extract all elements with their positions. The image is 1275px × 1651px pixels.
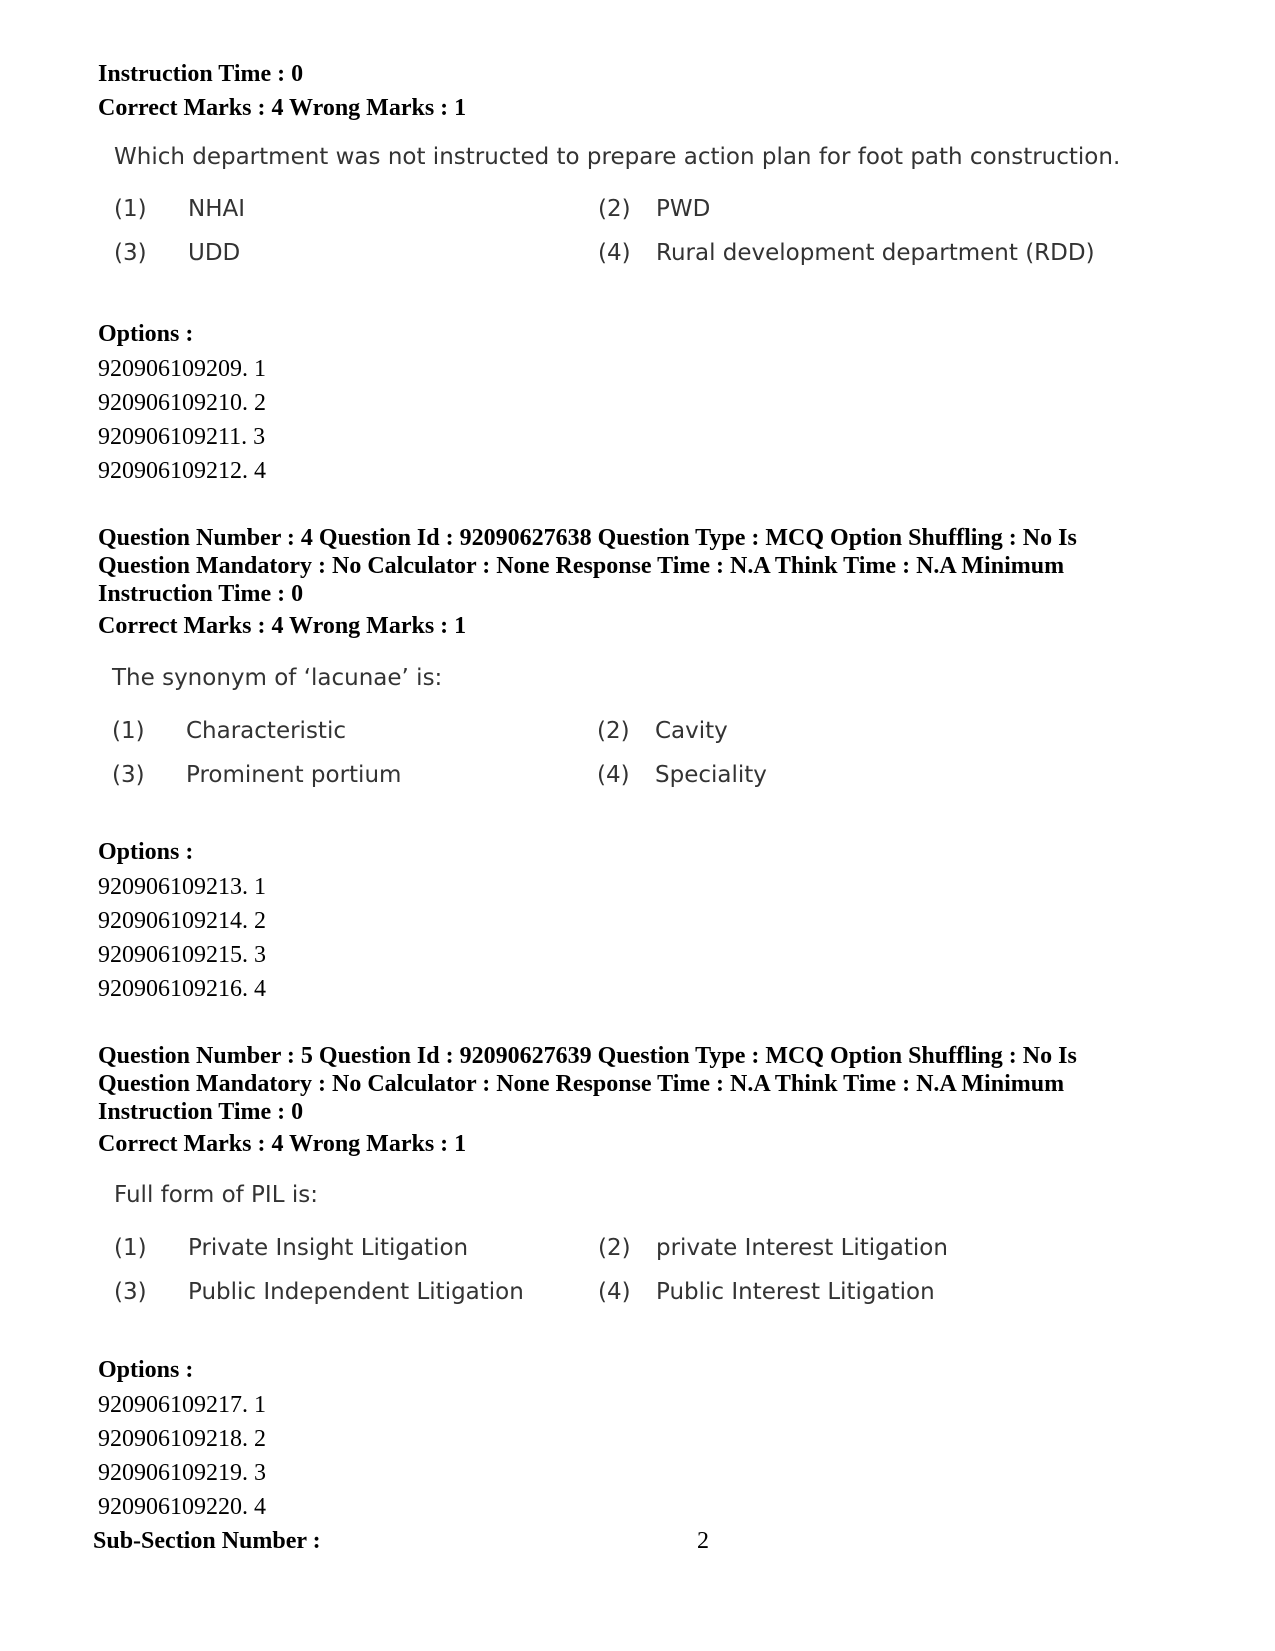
question-text: Full form of PIL is:	[114, 1182, 318, 1208]
option-id: 920906109217. 1	[98, 1392, 266, 1418]
option-id: 920906109219. 3	[98, 1460, 266, 1486]
option-id-list	[98, 870, 266, 1006]
option-id: 920906109213. 1	[98, 874, 266, 900]
options-label: Options :	[98, 1357, 194, 1383]
option-id-list	[98, 1388, 266, 1524]
question-text: Which department was not instructed to prepare action plan for foot path construction.	[114, 144, 1121, 170]
question-header: Question Number : 4 Question Id : 92090627638 Question Type : MCQ Option Shuffling : No Is Question Mandatory : No Calculator : None Response Time : N.A Think Time : N.A Minimum Instruction Time : 0	[98, 525, 1077, 607]
marks-line: Correct Marks : 4 Wrong Marks : 1	[98, 613, 467, 639]
instruction-time: Instruction Time : 0	[98, 61, 304, 87]
option-id: 920906109218. 2	[98, 1426, 266, 1452]
options-label: Options :	[98, 321, 194, 347]
option-id: 920906109210. 2	[98, 390, 266, 416]
question-text: The synonym of ‘lacunae’ is:	[112, 665, 443, 691]
option-id-list	[98, 352, 266, 488]
page-number: 2	[697, 1528, 709, 1554]
option-id: 920906109214. 2	[98, 908, 266, 934]
option-id: 920906109212. 4	[98, 458, 266, 484]
subsection-label: Sub-Section Number :	[93, 1528, 321, 1554]
option-id: 920906109211. 3	[98, 424, 266, 450]
option-id: 920906109216. 4	[98, 976, 266, 1002]
option-id: 920906109215. 3	[98, 942, 266, 968]
option-id: 920906109209. 1	[98, 356, 266, 382]
exam-page: Instruction Time : 0 Correct Marks : 4 Wrong Marks : 1 Which department was not instructed to prepare action plan for foot path construction. (1) NHAI (2) PWD (3) UDD (4) Rural development department (RDD) Options : 920906109209. 1 920906109210. 2 920906109211. 3 920906109212. 4 Question Number : 4 Question Id : 92090627638 Question Type : MCQ Option Shuffling : No Is Question Mandatory : No Calculator : None Response Time : N.A Think Time : N.A Minimum Instruction Time : 0 Correct Marks : 4 Wrong Marks : 1 The synonym of ‘lacunae’ is: (1) Characteristic (2) Cavity (3) Prominent portium (4) Speciality Options : 920906109213. 1 920906109214. 2 920906109215. 3 920906109216. 4 Question Number : 5 Question Id : 92090627639 Question Type : MCQ Option Shuffling : No Is Question Mandatory : No Calculator : None Response Time : N.A Think Time : N.A Minimum Instruction Time : 0 Correct Marks : 4 Wrong Marks : 1 Full form of PIL is: (1) Private Insight Litigation (2) private Interest Litigation (3) Public Independent Litigation (4) Public Interest Litigation Options : 920906109217. 1 920906109218. 2 920906109219. 3 920906109220. 4 Sub-Section Number : 2	[93, 61, 1121, 1554]
marks-line: Correct Marks : 4 Wrong Marks : 1	[98, 95, 467, 121]
option-id: 920906109220. 4	[98, 1494, 266, 1520]
options-label: Options :	[98, 839, 194, 865]
question-header: Question Number : 5 Question Id : 92090627639 Question Type : MCQ Option Shuffling : No Is Question Mandatory : No Calculator : None Response Time : N.A Think Time : N.A Minimum Instruction Time : 0	[98, 1043, 1077, 1125]
marks-line: Correct Marks : 4 Wrong Marks : 1	[98, 1131, 467, 1157]
